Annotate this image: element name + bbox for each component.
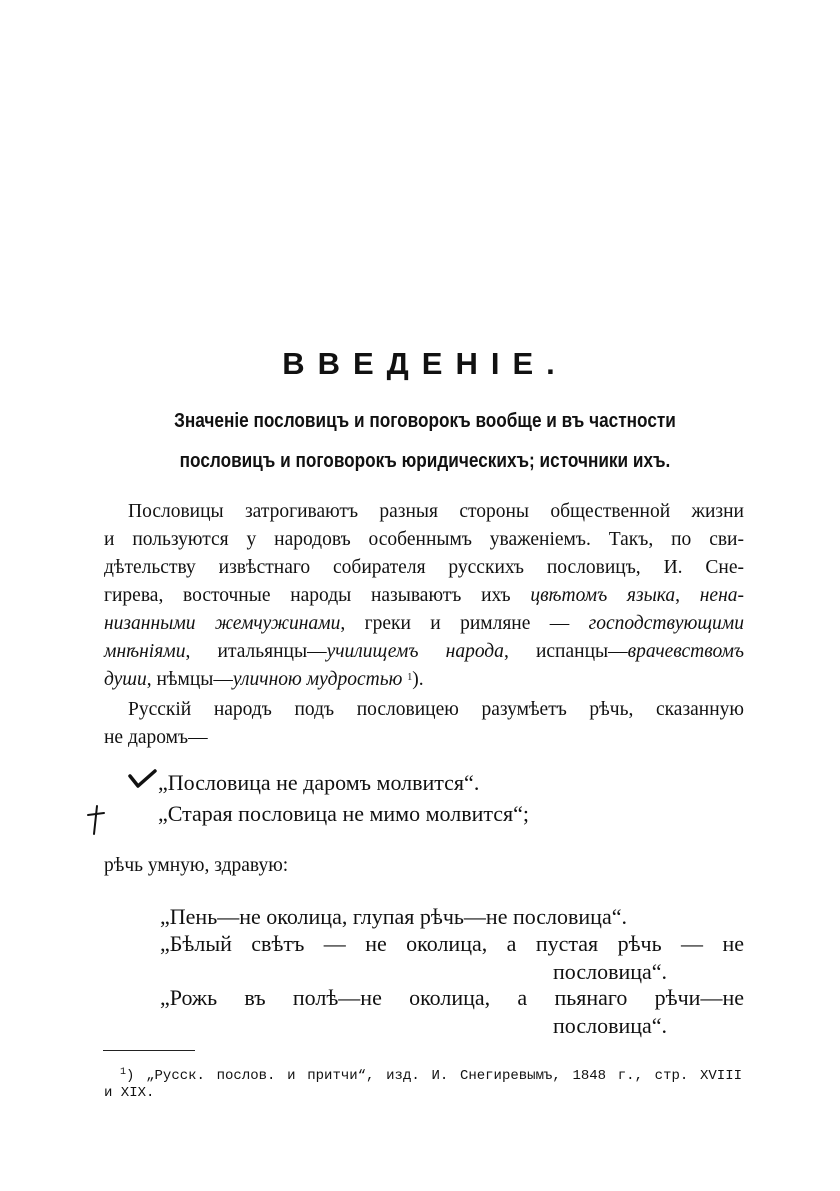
quote-5-line-1: „Рожь въ полѣ—не околица, а пьянаго рѣчи—не — [160, 985, 744, 1010]
italic-phrase: цвѣтомъ языка — [530, 585, 676, 606]
text-run: Пословицы затрогиваютъ разныя стороны общественной жизни — [128, 501, 744, 522]
quote-2: „Старая пословица не мимо молвится“; — [158, 801, 530, 826]
quote-3: „Пень—не околица, глупая рѣчь—не пословица“. — [160, 904, 627, 929]
paragraph-1-line-5 — [104, 613, 744, 635]
text-run: , итальянцы— — [185, 641, 327, 662]
quote-1: „Пословица не даромъ молвится“. — [158, 770, 480, 795]
quote-4-line-2: пословица“. — [553, 959, 668, 984]
italic-phrase: низанными жемчужинами — [104, 613, 341, 634]
italic-phrase: мнѣнiями — [104, 641, 186, 662]
italic-phrase: нена- — [699, 585, 744, 606]
italic-phrase: врачевствомъ — [627, 641, 745, 662]
text-run: , — [675, 585, 700, 606]
check-mark-icon — [128, 768, 158, 790]
text-run: , нѣмцы— — [146, 669, 233, 690]
footnote-line-1 — [120, 1067, 742, 1084]
italic-phrase: господствующими — [588, 613, 744, 634]
paragraph-2-line-2: не даромъ— — [104, 727, 208, 748]
paragraph-2-line-1: Русскiй народъ подъ пословицею разумѣетъ рѣчь, сказанную — [128, 699, 744, 720]
chapter-title: ВВЕДЕНIЕ. — [282, 346, 568, 381]
quote-5-line-2: пословица“. — [553, 1013, 668, 1038]
chapter-subtitle-line-2: пословицъ и поговорокъ юридическихъ; источники ихъ. — [179, 450, 671, 472]
italic-phrase: уличною мудростью — [232, 669, 403, 690]
footnote-rule — [103, 1050, 195, 1051]
paragraph-1-line-6 — [104, 641, 744, 663]
quote-4-line-1: „Бѣлый свѣтъ — не околица, а пустая рѣчь — не — [160, 931, 744, 956]
footnote-line-2: и XIX. — [104, 1085, 155, 1101]
chapter-subtitle-line-1: Значенiе пословицъ и поговорокъ вообще и въ частности — [174, 410, 676, 432]
connector-text: рѣчь умную, здравую: — [104, 855, 289, 876]
footnote-text: ) „Руcск. послов. и притчи“, изд. И. Снегиревымъ, 1848 г., стр. XVIII — [126, 1068, 742, 1084]
italic-phrase: души — [104, 669, 147, 690]
text-run: и пользуются у народовъ особеннымъ уваженiемъ. Такъ, по сви- — [104, 529, 744, 550]
dagger-mark-icon — [86, 804, 106, 836]
text-run: ). — [412, 669, 424, 690]
paragraph-1-line-1 — [128, 501, 744, 523]
text-run: гирева, восточные народы называютъ ихъ — [104, 585, 531, 606]
text-run: , греки и римляне — — [340, 613, 589, 634]
paragraph-1-line-3 — [104, 557, 744, 579]
text-run: дѣтельству извѣстнаго собирателя русскихъ пословицъ, И. Сне- — [104, 557, 744, 578]
footnote-marker: 1 — [120, 1067, 127, 1078]
italic-phrase: училищемъ народа — [326, 641, 504, 662]
footnote-reference: 1 — [407, 672, 413, 683]
paragraph-1-line-7 — [104, 669, 744, 691]
paragraph-1-line-4 — [104, 585, 744, 607]
text-run: , испанцы— — [503, 641, 628, 662]
paragraph-1-line-2 — [104, 529, 744, 551]
